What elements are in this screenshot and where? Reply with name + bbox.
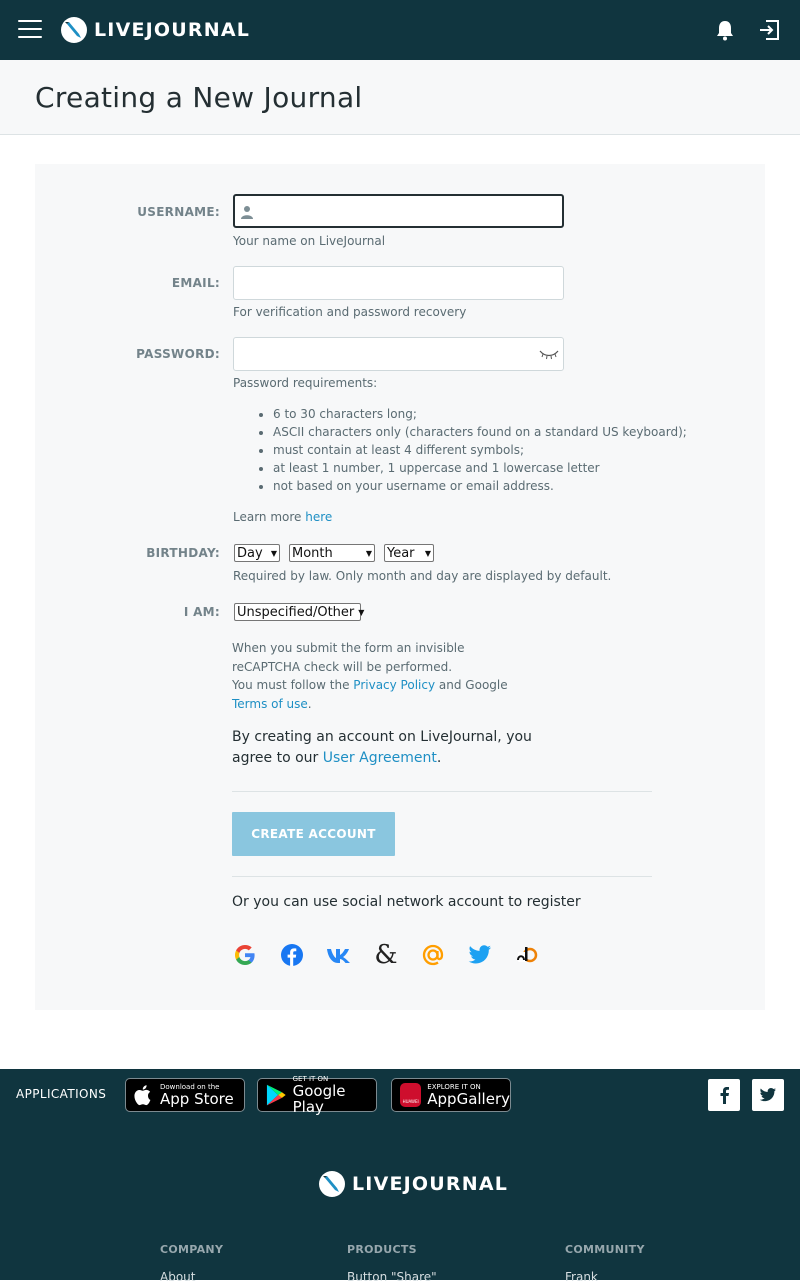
footer-facebook-button[interactable] [708, 1079, 740, 1111]
site-footer [0, 1120, 800, 1284]
captcha-line: When you submit the form an invisible reCAPTCHA check will be performed. [232, 641, 465, 674]
livejournal-ampersand-icon[interactable]: & [374, 940, 398, 970]
captcha-policy-pre: You must follow the [232, 678, 350, 692]
birthday-hint: Required by law. Only month and day are displayed by default. [233, 569, 612, 583]
facebook-icon[interactable] [279, 942, 305, 968]
app-gallery-big: AppGallery [427, 1090, 510, 1108]
menu-icon[interactable] [18, 20, 42, 40]
username-label: USERNAME: [137, 205, 220, 219]
user-icon [240, 205, 254, 219]
google-play-small: GET IT ON [292, 1075, 329, 1083]
footer-logo[interactable] [318, 1170, 508, 1198]
livejournal-logo-icon [318, 1170, 346, 1198]
footer-link-about[interactable]: About [160, 1270, 196, 1284]
agreement-end: . [436, 750, 442, 766]
requirement-item: • ASCII characters only (characters found on a standard US keyboard); [273, 423, 687, 441]
captcha-notice [232, 639, 522, 713]
password-requirements-title: Password requirements: [233, 376, 378, 390]
app-gallery-badge[interactable] [391, 1078, 511, 1112]
top-bar [0, 0, 800, 60]
app-store-small: Download on the [160, 1083, 220, 1091]
twitter-icon[interactable] [467, 942, 493, 968]
divider [232, 791, 652, 792]
email-label: EMAIL: [171, 276, 220, 290]
learn-more [233, 510, 332, 524]
password-label: PASSWORD: [136, 347, 220, 361]
app-gallery-text [427, 1083, 510, 1107]
email-input[interactable] [233, 266, 564, 300]
create-account-button[interactable]: CREATE ACCOUNT [232, 812, 395, 856]
applications-bar [0, 1069, 800, 1120]
app-store-big: App Store [160, 1090, 234, 1108]
gender-select[interactable] [234, 603, 365, 621]
username-input[interactable] [233, 194, 564, 228]
odnoklassniki-icon[interactable] [514, 942, 540, 968]
requirement-item: • at least 1 number, 1 uppercase and 1 lowercase letter [273, 459, 687, 477]
chevron-down-icon: ▼ [424, 548, 431, 558]
birthday-day-value: Day [237, 545, 263, 561]
title-bar [0, 60, 800, 135]
gender-value: Unspecified/Other [237, 604, 355, 620]
google-icon[interactable] [232, 942, 258, 968]
learn-more-text: Learn more [233, 510, 302, 524]
applications-label: APPLICATIONS [16, 1087, 107, 1101]
chevron-down-icon: ▼ [365, 548, 372, 558]
captcha-policy-mid: and Google [438, 678, 508, 692]
header-logo[interactable] [60, 15, 250, 45]
google-play-badge[interactable] [257, 1075, 377, 1116]
birthday-year-value: Year [387, 545, 415, 561]
chevron-down-icon: ▼ [358, 607, 365, 617]
footer-link-share-button[interactable]: Button "Share" [347, 1270, 437, 1284]
facebook-f-icon [718, 1086, 730, 1104]
login-icon[interactable] [758, 19, 780, 41]
mailru-icon[interactable] [420, 942, 446, 968]
apple-icon [134, 1084, 154, 1106]
social-register-title: Or you can use social network account to register [232, 894, 581, 910]
footer-heading-company: COMPANY [160, 1243, 224, 1256]
gender-label: I AM: [183, 605, 220, 619]
vk-icon[interactable] [326, 942, 352, 968]
registration-form [35, 164, 765, 1010]
footer-heading-products: PRODUCTS [347, 1243, 417, 1256]
birthday-month-select[interactable] [289, 544, 375, 562]
google-play-icon [266, 1083, 287, 1107]
user-agreement-link[interactable]: User Agreement [322, 750, 437, 766]
agreement-main: By creating an account on LiveJournal, you agree to our [232, 729, 532, 766]
birthday-day-select[interactable] [234, 544, 280, 562]
page-title: Creating a New Journal [35, 81, 363, 114]
privacy-policy-link[interactable]: Privacy Policy [353, 678, 436, 692]
livejournal-logo-icon [60, 16, 88, 44]
eye-closed-icon[interactable] [539, 348, 559, 360]
twitter-bird-icon [759, 1087, 777, 1103]
requirement-item: • must contain at least 4 different symbols; [273, 441, 687, 459]
social-login-list [232, 942, 561, 968]
huawei-icon [400, 1083, 421, 1107]
app-store-badge[interactable] [125, 1078, 245, 1112]
password-requirements-list [273, 405, 687, 495]
bell-icon[interactable] [714, 19, 736, 41]
google-play-big: Google Play [292, 1082, 346, 1116]
footer-link-frank[interactable]: Frank [565, 1270, 598, 1284]
app-gallery-small: EXPLORE IT ON [427, 1083, 481, 1091]
captcha-policy-line [232, 676, 522, 713]
agreement-text [232, 727, 532, 769]
captcha-policy-end: . [307, 696, 312, 711]
header-logo-text: LIVEJOURNAL [94, 19, 251, 41]
app-store-text [160, 1083, 234, 1107]
divider [232, 876, 652, 877]
requirement-item: • 6 to 30 characters long; [273, 405, 687, 423]
username-hint: Your name on LiveJournal [233, 234, 386, 248]
footer-logo-text: LIVEJOURNAL [352, 1173, 509, 1195]
terms-of-use-link[interactable]: Terms of use [232, 696, 308, 711]
password-input[interactable] [233, 337, 564, 371]
birthday-month-value: Month [292, 545, 333, 561]
learn-more-link[interactable]: here [305, 510, 333, 524]
requirement-item: • not based on your username or email address. [273, 477, 687, 495]
footer-heading-community: COMMUNITY [565, 1243, 645, 1256]
birthday-label: BIRTHDAY: [146, 546, 220, 560]
email-hint: For verification and password recovery [233, 305, 467, 319]
footer-twitter-button[interactable] [752, 1079, 784, 1111]
google-play-text [293, 1075, 376, 1115]
birthday-year-select[interactable] [384, 544, 434, 562]
chevron-down-icon: ▼ [270, 548, 277, 558]
huawei-text: HUAWEI [402, 1099, 419, 1104]
